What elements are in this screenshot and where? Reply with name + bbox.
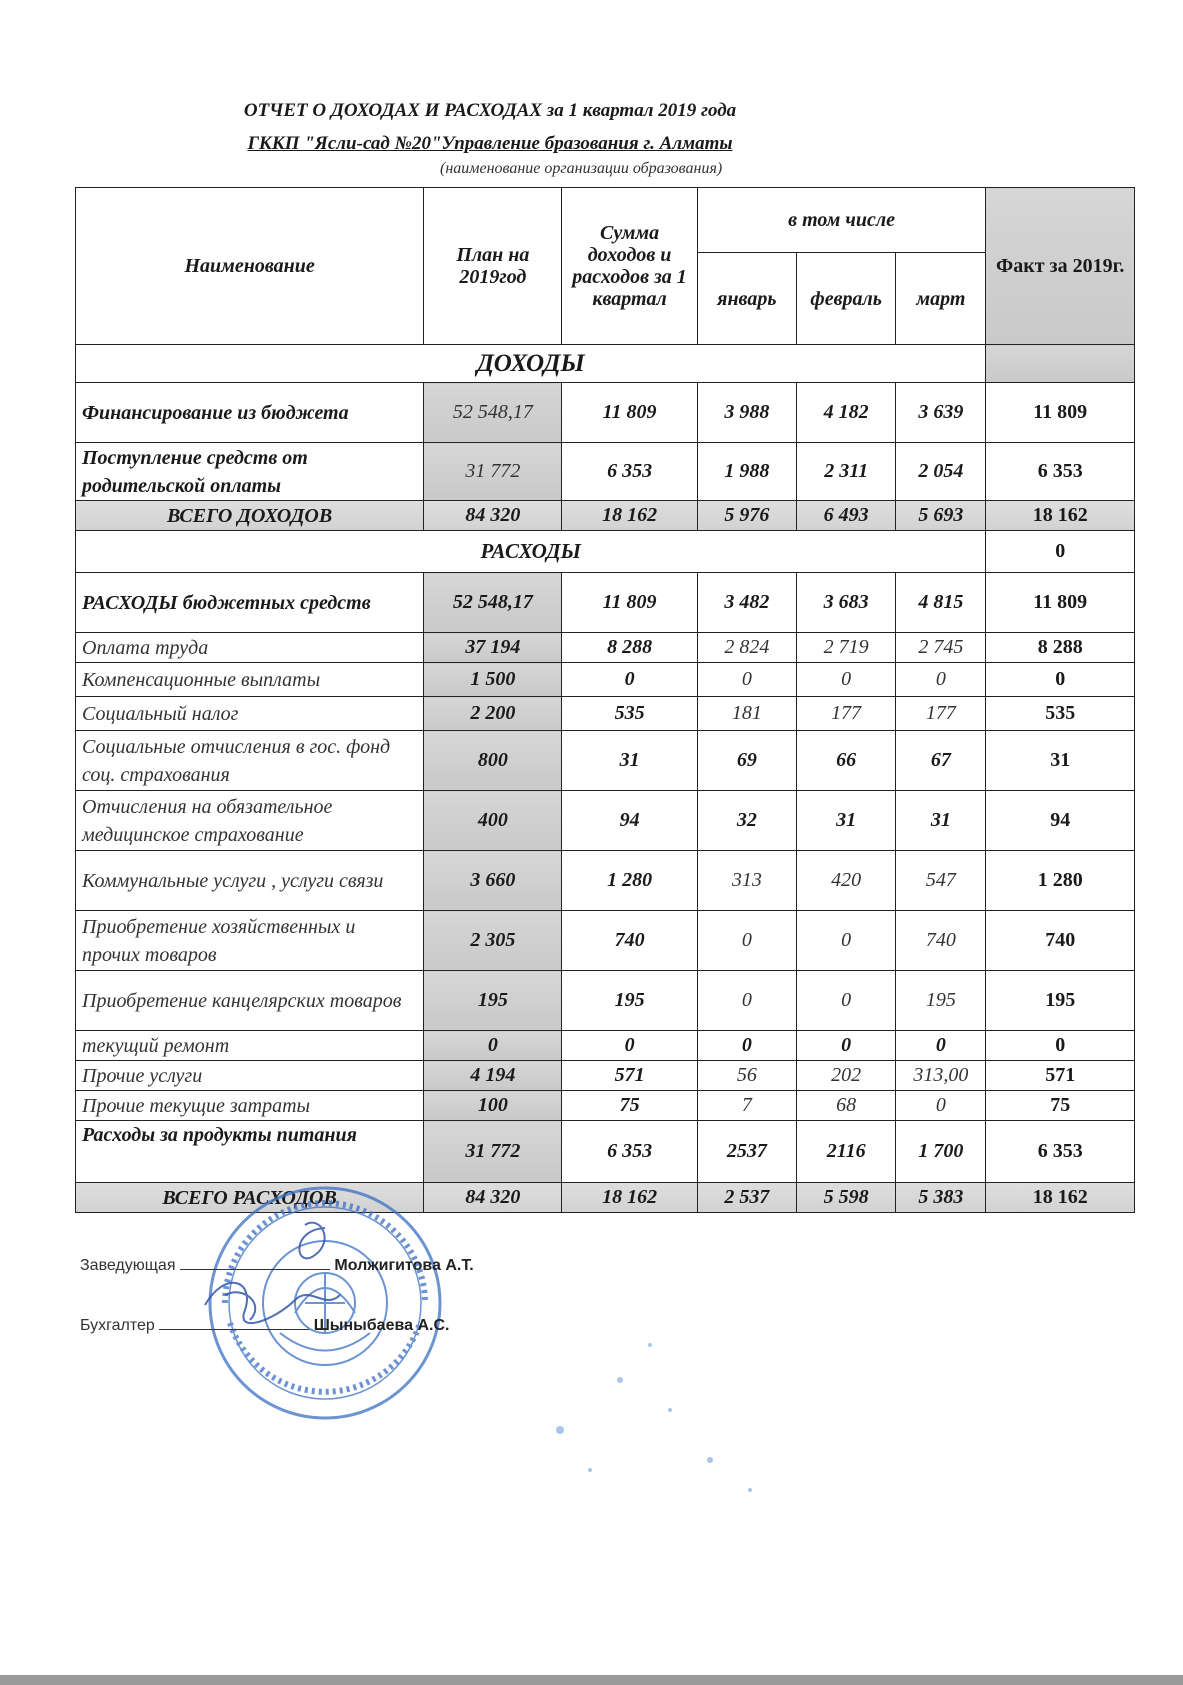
row-q1: 75 [562, 1091, 697, 1121]
row-q1: 0 [562, 663, 697, 697]
row-fact: 31 [986, 731, 1135, 791]
row-name: Прочие текущие затраты [76, 1091, 424, 1121]
row-fact: 740 [986, 911, 1135, 971]
row-feb: 0 [797, 663, 896, 697]
organization-name: ГККП "Ясли-сад №20"Управление бразования г. Алматы [247, 133, 733, 154]
row-plan: 1 500 [424, 663, 562, 697]
table-row [76, 663, 1135, 697]
row-name: ВСЕГО РАСХОДОВ [76, 1183, 424, 1213]
row-name: Поступление средств от родительской оплаты [76, 443, 424, 501]
row-q1: 18 162 [562, 501, 697, 531]
row-name: Социальные отчисления в гос. фонд соц. страхования [76, 731, 424, 791]
row-plan: 31 772 [424, 1121, 562, 1183]
row-name: Оплата труда [76, 633, 424, 663]
row-feb: 66 [797, 731, 896, 791]
row-plan: 37 194 [424, 633, 562, 663]
page-bottom-edge [0, 1675, 1183, 1685]
col-header-jan: январь [697, 253, 796, 345]
row-q1: 195 [562, 971, 697, 1031]
row-q1: 535 [562, 697, 697, 731]
row-mar: 740 [896, 911, 986, 971]
row-feb: 0 [797, 1031, 896, 1061]
row-mar: 31 [896, 791, 986, 851]
accountant-name: Шыныбаева А.С. [313, 1317, 450, 1334]
row-feb: 2116 [797, 1121, 896, 1183]
row-feb: 0 [797, 911, 896, 971]
row-jan: 3 988 [697, 383, 796, 443]
table-row [76, 633, 1135, 663]
expense-section-title: РАСХОДЫ [76, 531, 986, 573]
income-section-fact [986, 345, 1135, 383]
row-feb: 177 [797, 697, 896, 731]
head-signature [80, 1257, 474, 1275]
row-mar: 2 054 [896, 443, 986, 501]
table-head [76, 188, 1135, 345]
row-q1: 11 809 [562, 573, 697, 633]
row-fact: 94 [986, 791, 1135, 851]
row-mar: 0 [896, 1031, 986, 1061]
row-feb: 2 719 [797, 633, 896, 663]
row-fact: 1 280 [986, 851, 1135, 911]
head-name: Молжигитова А.Т. [334, 1257, 474, 1274]
row-plan: 84 320 [424, 1183, 562, 1213]
row-fact: 75 [986, 1091, 1135, 1121]
row-plan: 100 [424, 1091, 562, 1121]
row-plan: 3 660 [424, 851, 562, 911]
row-plan: 0 [424, 1031, 562, 1061]
row-feb: 2 311 [797, 443, 896, 501]
row-mar: 5 693 [896, 501, 986, 531]
row-jan: 2 824 [697, 633, 796, 663]
col-header-name: Наименование [76, 188, 424, 345]
row-name: Приобретение хозяйственных и прочих товаров [76, 911, 424, 971]
table-row-total [76, 501, 1135, 531]
signature-line [159, 1329, 309, 1330]
row-plan: 4 194 [424, 1061, 562, 1091]
table-row [76, 443, 1135, 501]
row-mar: 1 700 [896, 1121, 986, 1183]
table-row [76, 573, 1135, 633]
ink-specks [500, 1320, 820, 1520]
row-q1: 571 [562, 1061, 697, 1091]
row-jan: 0 [697, 1031, 796, 1061]
row-name: Финансирование из бюджета [76, 383, 424, 443]
col-header-feb: февраль [797, 253, 896, 345]
row-fact: 8 288 [986, 633, 1135, 663]
expense-section [76, 531, 1135, 1213]
row-q1: 6 353 [562, 443, 697, 501]
row-mar: 195 [896, 971, 986, 1031]
row-q1: 11 809 [562, 383, 697, 443]
table-row [76, 697, 1135, 731]
row-mar: 3 639 [896, 383, 986, 443]
row-jan: 0 [697, 971, 796, 1031]
row-mar: 67 [896, 731, 986, 791]
row-mar: 177 [896, 697, 986, 731]
table-row [76, 1091, 1135, 1121]
income-section [76, 345, 1135, 531]
row-plan: 2 200 [424, 697, 562, 731]
table-row [76, 1061, 1135, 1091]
table-row [76, 383, 1135, 443]
row-plan: 52 548,17 [424, 383, 562, 443]
row-jan: 313 [697, 851, 796, 911]
row-jan: 0 [697, 911, 796, 971]
row-name: Коммунальные услуги , услуги связи [76, 851, 424, 911]
row-mar: 313,00 [896, 1061, 986, 1091]
row-feb: 5 598 [797, 1183, 896, 1213]
table-row [76, 1121, 1135, 1183]
row-q1: 8 288 [562, 633, 697, 663]
row-plan: 800 [424, 731, 562, 791]
table-row [76, 971, 1135, 1031]
row-name: Прочие услуги [76, 1061, 424, 1091]
row-plan: 52 548,17 [424, 573, 562, 633]
row-mar: 0 [896, 663, 986, 697]
row-fact: 18 162 [986, 1183, 1135, 1213]
row-jan: 0 [697, 663, 796, 697]
row-q1: 94 [562, 791, 697, 851]
row-q1: 1 280 [562, 851, 697, 911]
row-name: ВСЕГО ДОХОДОВ [76, 501, 424, 531]
head-role: Заведующая [80, 1257, 176, 1274]
row-fact: 195 [986, 971, 1135, 1031]
row-fact: 18 162 [986, 501, 1135, 531]
row-name: Расходы за продукты питания [76, 1121, 424, 1183]
row-jan: 69 [697, 731, 796, 791]
row-mar: 5 383 [896, 1183, 986, 1213]
col-header-group: в том числе [697, 188, 986, 253]
row-fact: 6 353 [986, 1121, 1135, 1183]
row-jan: 3 482 [697, 573, 796, 633]
organization-caption: (наименование организации образования) [440, 160, 723, 177]
row-plan: 400 [424, 791, 562, 851]
row-feb: 3 683 [797, 573, 896, 633]
row-jan: 181 [697, 697, 796, 731]
row-jan: 7 [697, 1091, 796, 1121]
row-mar: 2 745 [896, 633, 986, 663]
row-fact: 0 [986, 663, 1135, 697]
row-feb: 31 [797, 791, 896, 851]
row-feb: 4 182 [797, 383, 896, 443]
row-feb: 202 [797, 1061, 896, 1091]
row-feb: 420 [797, 851, 896, 911]
row-fact: 535 [986, 697, 1135, 731]
row-fact: 11 809 [986, 383, 1135, 443]
row-name: Приобретение канцелярских товаров [76, 971, 424, 1031]
row-jan: 2 537 [697, 1183, 796, 1213]
table-row [76, 1031, 1135, 1061]
row-jan: 1 988 [697, 443, 796, 501]
row-mar: 4 815 [896, 573, 986, 633]
row-name: РАСХОДЫ бюджетных средств [76, 573, 424, 633]
row-feb: 0 [797, 971, 896, 1031]
col-header-q1: Сумма доходов и расходов за 1 квартал [562, 188, 697, 345]
row-feb: 68 [797, 1091, 896, 1121]
row-q1: 31 [562, 731, 697, 791]
row-plan: 31 772 [424, 443, 562, 501]
row-q1: 6 353 [562, 1121, 697, 1183]
col-header-fact: Факт за 2019г. [986, 188, 1135, 345]
col-header-mar: март [896, 253, 986, 345]
table-row [76, 911, 1135, 971]
expense-section-fact: 0 [986, 531, 1135, 573]
row-fact: 6 353 [986, 443, 1135, 501]
row-name: Отчисления на обязательное медицинское страхование [76, 791, 424, 851]
row-q1: 18 162 [562, 1183, 697, 1213]
income-section-title: ДОХОДЫ [76, 345, 986, 383]
row-mar: 0 [896, 1091, 986, 1121]
table-row [76, 791, 1135, 851]
table-row [76, 851, 1135, 911]
table-row [76, 731, 1135, 791]
report-table [75, 187, 1135, 1213]
row-name: текущий ремонт [76, 1031, 424, 1061]
row-jan: 2537 [697, 1121, 796, 1183]
row-mar: 547 [896, 851, 986, 911]
row-jan: 56 [697, 1061, 796, 1091]
row-plan: 84 320 [424, 501, 562, 531]
row-fact: 571 [986, 1061, 1135, 1091]
row-fact: 0 [986, 1031, 1135, 1061]
row-plan: 195 [424, 971, 562, 1031]
row-plan: 2 305 [424, 911, 562, 971]
row-jan: 32 [697, 791, 796, 851]
row-name: Социальный налог [76, 697, 424, 731]
row-feb: 6 493 [797, 501, 896, 531]
row-q1: 0 [562, 1031, 697, 1061]
row-q1: 740 [562, 911, 697, 971]
accountant-signature [80, 1317, 449, 1335]
row-jan: 5 976 [697, 501, 796, 531]
accountant-role: Бухгалтер [80, 1317, 155, 1334]
row-name: Компенсационные выплаты [76, 663, 424, 697]
row-fact: 11 809 [986, 573, 1135, 633]
report-title: ОТЧЕТ О ДОХОДАХ И РАСХОДАХ за 1 квартал 2019 года [243, 100, 737, 121]
signature-line [180, 1269, 330, 1270]
col-header-plan: План на 2019год [424, 188, 562, 345]
